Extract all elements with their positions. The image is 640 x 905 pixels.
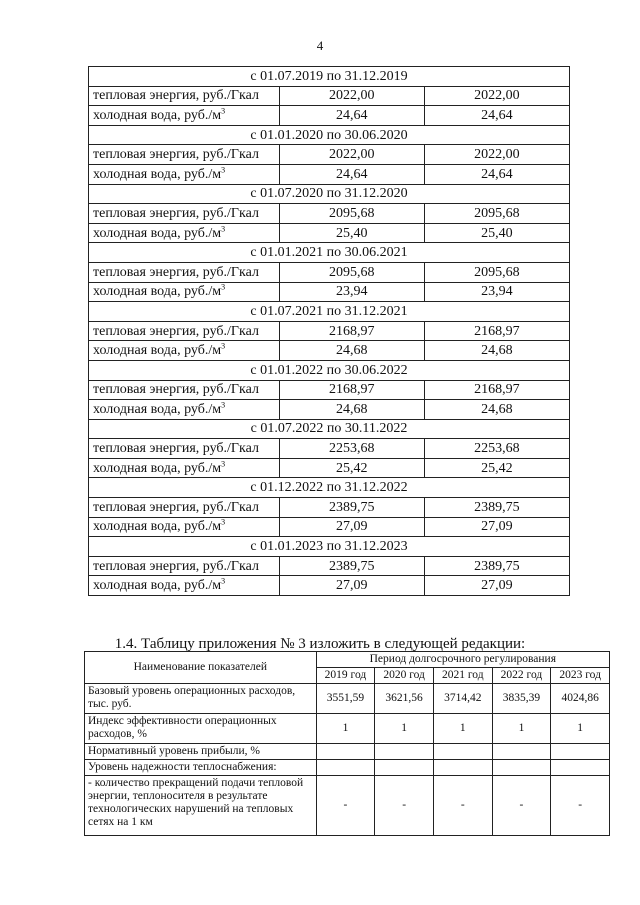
water-value: 23,94	[424, 282, 569, 302]
year-header: 2019 год	[316, 668, 375, 684]
indicator-value	[316, 760, 375, 776]
water-unit-superscript: 3	[221, 517, 226, 527]
year-header: 2021 год	[433, 668, 492, 684]
period-title: с 01.01.2020 по 30.06.2020	[89, 125, 570, 145]
heat-row	[89, 380, 570, 400]
water-value: 23,94	[279, 282, 424, 302]
water-value: 24,68	[424, 400, 569, 420]
period-title: с 01.07.2021 по 31.12.2021	[89, 302, 570, 322]
water-label-cell	[89, 400, 280, 420]
heat-value: 2389,75	[424, 498, 569, 518]
heat-value: 2022,00	[279, 86, 424, 106]
heat-label: тепловая энергия, руб./Гкал	[89, 380, 280, 400]
heat-value: 2095,68	[279, 262, 424, 282]
page-number: 4	[316, 38, 324, 53]
water-label-cell	[89, 223, 280, 243]
water-label-cell	[89, 106, 280, 126]
water-value: 24,64	[424, 106, 569, 126]
heat-label: тепловая энергия, руб./Гкал	[89, 498, 280, 518]
heat-row	[89, 321, 570, 341]
indicator-value	[433, 760, 492, 776]
period-row	[89, 360, 570, 380]
heat-row	[89, 86, 570, 106]
water-value: 24,68	[424, 341, 569, 361]
water-label: холодная вода, руб./м	[93, 343, 222, 359]
period-row	[89, 537, 570, 557]
heat-label: тепловая энергия, руб./Гкал	[89, 321, 280, 341]
heat-row	[89, 498, 570, 518]
indicator-row	[85, 714, 610, 744]
heat-value: 2168,97	[424, 380, 569, 400]
water-value: 24,64	[279, 106, 424, 126]
indicator-name: - количество прекращений подачи тепловой энергии, теплоносителя в результате технологических нарушений на тепловых сетях на 1 км	[85, 776, 317, 836]
indicator-value	[551, 760, 610, 776]
year-header: 2023 год	[551, 668, 610, 684]
indicator-value: 1	[375, 714, 434, 744]
period-title: с 01.01.2021 по 30.06.2021	[89, 243, 570, 263]
water-unit-superscript: 3	[221, 282, 226, 292]
water-row	[89, 106, 570, 126]
water-value: 27,09	[424, 576, 569, 596]
water-row	[89, 341, 570, 361]
water-unit-superscript: 3	[221, 165, 226, 175]
indicator-value	[316, 744, 375, 760]
indicator-value: 3551,59	[316, 684, 375, 714]
indicator-value: -	[433, 776, 492, 836]
water-label: холодная вода, руб./м	[93, 284, 222, 300]
period-row	[89, 184, 570, 204]
period-title: с 01.07.2022 по 30.11.2022	[89, 419, 570, 439]
indicator-value	[492, 760, 551, 776]
heat-value: 2389,75	[424, 556, 569, 576]
period-title: с 01.07.2020 по 31.12.2020	[89, 184, 570, 204]
water-value: 25,40	[279, 223, 424, 243]
period-title: с 01.12.2022 по 31.12.2022	[89, 478, 570, 498]
heat-value: 2168,97	[279, 380, 424, 400]
heat-value: 2168,97	[424, 321, 569, 341]
indicator-value	[375, 760, 434, 776]
water-value: 25,42	[424, 458, 569, 478]
heat-row	[89, 556, 570, 576]
period-row	[89, 67, 570, 87]
water-label-cell	[89, 164, 280, 184]
water-row	[89, 164, 570, 184]
section-heading: 1.4. Таблицу приложения № 3 изложить в следующей редакции:	[114, 636, 526, 652]
heat-value: 2022,00	[424, 145, 569, 165]
indicator-row	[85, 744, 610, 760]
water-value: 27,09	[279, 576, 424, 596]
indicator-name: Нормативный уровень прибыли, %	[85, 744, 317, 760]
header-indicator-name: Наименование показателей	[85, 652, 317, 684]
indicator-value: -	[375, 776, 434, 836]
water-unit-superscript: 3	[221, 223, 226, 233]
period-row	[89, 125, 570, 145]
indicator-value: 1	[551, 714, 610, 744]
period-row	[89, 419, 570, 439]
heat-label: тепловая энергия, руб./Гкал	[89, 145, 280, 165]
water-unit-superscript: 3	[221, 576, 226, 586]
heat-row	[89, 439, 570, 459]
water-unit-superscript: 3	[221, 106, 226, 116]
water-row	[89, 458, 570, 478]
water-row	[89, 517, 570, 537]
period-title: с 01.07.2019 по 31.12.2019	[89, 67, 570, 87]
heat-label: тепловая энергия, руб./Гкал	[89, 262, 280, 282]
period-title: с 01.01.2023 по 31.12.2023	[89, 537, 570, 557]
indicator-value	[375, 744, 434, 760]
heat-value: 2253,68	[279, 439, 424, 459]
water-value: 27,09	[424, 517, 569, 537]
period-row	[89, 478, 570, 498]
water-label: холодная вода, руб./м	[93, 519, 222, 535]
water-value: 25,42	[279, 458, 424, 478]
heat-value: 2095,68	[424, 204, 569, 224]
water-value: 24,64	[279, 164, 424, 184]
indicator-name: Уровень надежности теплоснабжения:	[85, 760, 317, 776]
indicator-value: 3621,56	[375, 684, 434, 714]
heat-value: 2022,00	[424, 86, 569, 106]
water-label: холодная вода, руб./м	[93, 578, 222, 594]
water-unit-superscript: 3	[221, 341, 226, 351]
indicator-value: 1	[433, 714, 492, 744]
period-row	[89, 302, 570, 322]
heat-value: 2168,97	[279, 321, 424, 341]
indicator-value: 3714,42	[433, 684, 492, 714]
water-value: 25,40	[424, 223, 569, 243]
water-label: холодная вода, руб./м	[93, 460, 222, 476]
heat-row	[89, 204, 570, 224]
water-row	[89, 223, 570, 243]
heat-value: 2095,68	[424, 262, 569, 282]
indicator-row	[85, 760, 610, 776]
year-header: 2022 год	[492, 668, 551, 684]
heat-label: тепловая энергия, руб./Гкал	[89, 86, 280, 106]
heat-row	[89, 262, 570, 282]
water-value: 24,68	[279, 341, 424, 361]
water-label: холодная вода, руб./м	[93, 225, 222, 241]
water-label-cell	[89, 341, 280, 361]
water-label-cell	[89, 458, 280, 478]
water-row	[89, 400, 570, 420]
indicator-value: 1	[492, 714, 551, 744]
water-label-cell	[89, 282, 280, 302]
indicator-name: Индекс эффективности операционных расходов, %	[85, 714, 317, 744]
indicator-value: 3835,39	[492, 684, 551, 714]
indicator-value: 4024,86	[551, 684, 610, 714]
water-unit-superscript: 3	[221, 459, 226, 469]
period-row	[89, 243, 570, 263]
heat-value: 2253,68	[424, 439, 569, 459]
indicator-value: -	[492, 776, 551, 836]
water-unit-superscript: 3	[221, 400, 226, 410]
heat-value: 2389,75	[279, 556, 424, 576]
indicator-value	[492, 744, 551, 760]
water-value: 27,09	[279, 517, 424, 537]
heat-label: тепловая энергия, руб./Гкал	[89, 439, 280, 459]
header-regulation-period: Период долгосрочного регулирования	[316, 652, 609, 668]
indicator-value	[551, 744, 610, 760]
period-title: с 01.01.2022 по 30.06.2022	[89, 360, 570, 380]
heat-row	[89, 145, 570, 165]
water-value: 24,68	[279, 400, 424, 420]
indicator-value	[433, 744, 492, 760]
indicator-value: -	[316, 776, 375, 836]
tariff-table	[88, 66, 570, 596]
indicator-name: Базовый уровень операционных расходов, тыс. руб.	[85, 684, 317, 714]
heat-label: тепловая энергия, руб./Гкал	[89, 204, 280, 224]
water-row	[89, 576, 570, 596]
water-label: холодная вода, руб./м	[93, 107, 222, 123]
water-label-cell	[89, 576, 280, 596]
indicator-value: 1	[316, 714, 375, 744]
water-label: холодная вода, руб./м	[93, 166, 222, 182]
water-value: 24,64	[424, 164, 569, 184]
water-row	[89, 282, 570, 302]
indicator-row	[85, 776, 610, 836]
heat-value: 2022,00	[279, 145, 424, 165]
water-label-cell	[89, 517, 280, 537]
heat-value: 2095,68	[279, 204, 424, 224]
year-header: 2020 год	[375, 668, 434, 684]
indicator-row	[85, 684, 610, 714]
indicators-table	[84, 651, 610, 836]
heat-value: 2389,75	[279, 498, 424, 518]
indicator-value: -	[551, 776, 610, 836]
heat-label: тепловая энергия, руб./Гкал	[89, 556, 280, 576]
water-label: холодная вода, руб./м	[93, 401, 222, 417]
